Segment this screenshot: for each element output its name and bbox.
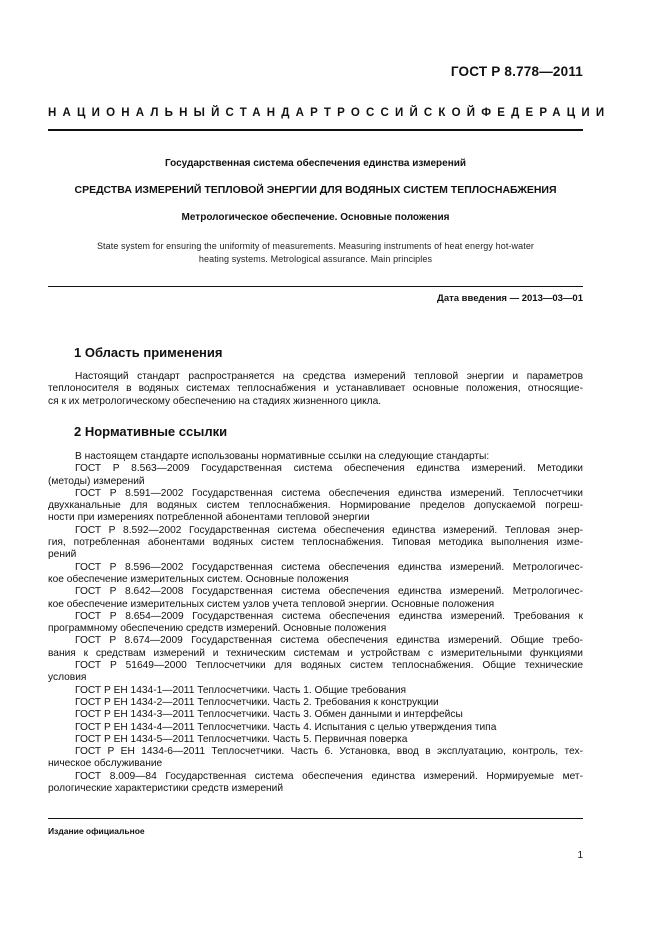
banner-word: НАЦИОНАЛЬНЫЙ bbox=[48, 107, 226, 119]
text-line: ГОСТ Р ЕН 1434-3—2011 Теплосчетчики. Часть 3. Обмен данными и интерфейсы bbox=[75, 709, 463, 721]
text-line: кое обеспечение измерительных систем. Основные положения bbox=[48, 573, 349, 585]
section-1-heading: 1 Область применения bbox=[74, 345, 223, 360]
text-line: ГОСТ Р ЕН 1434-4—2011 Теплосчетчики. Часть 4. Испытания с целью утверждения типа bbox=[75, 721, 497, 733]
text-line: условия bbox=[48, 672, 87, 684]
system-title: Государственная система обеспечения единства измерений bbox=[164, 158, 467, 169]
text-line: ся к их метрологическому обеспечению на стадиях жизненного цикла. bbox=[48, 395, 382, 407]
section-2-text bbox=[48, 451, 583, 795]
text-line: ГОСТ Р 8.596—2002 Государственная система обеспечения единства измерений. Метрологичес- bbox=[75, 561, 583, 573]
title-rule bbox=[48, 286, 583, 287]
text-line: ГОСТ Р 8.674—2009 Государственная система обеспечения единства измерений. Общие требо- bbox=[75, 635, 583, 647]
english-title-line: heating systems. Metrological assurance. Main principles bbox=[198, 254, 433, 264]
banner-word: РОССИЙСКОЙ bbox=[337, 107, 482, 119]
standard-code: ГОСТ Р 8.778—2011 bbox=[450, 64, 583, 79]
text-line: ГОСТ Р 8.591—2002 Государственная система обеспечения единства измерений. Теплосчетчики bbox=[75, 487, 583, 499]
text-line: ГОСТ Р 8.563—2009 Государственная система обеспечения единства измерений. Методики bbox=[75, 463, 583, 475]
text-line: ГОСТ Р 8.654—2009 Государственная система обеспечения единства измерений. Требования к bbox=[75, 610, 583, 622]
text-line: ГОСТ Р ЕН 1434-5—2011 Теплосчетчики. Часть 5. Первичная поверка bbox=[75, 733, 408, 745]
text-line: ГОСТ Р 8.592—2002 Государственная система обеспечения единства измерений. Тепловая энер- bbox=[75, 524, 583, 536]
official-edition-label: Издание официальное bbox=[48, 826, 145, 836]
text-line: рологические характеристики средств измерений bbox=[48, 783, 284, 795]
text-line: рений bbox=[48, 549, 77, 561]
text-line: ГОСТ Р 51649—2000 Теплосчетчики для водяных систем теплоснабжения. Общие технические bbox=[75, 660, 583, 672]
section-2-heading: 2 Нормативные ссылки bbox=[74, 424, 228, 439]
text-line: двухканальные для водяных систем теплоснабжения. Нормирование пределов допускаемой погреш- bbox=[48, 500, 583, 512]
text-line: В настоящем стандарте использованы нормативные ссылки на следующие стандарты: bbox=[75, 451, 490, 462]
text-line: ГОСТ Р ЕН 1434-2—2011 Теплосчетчики. Часть 2. Требования к конструкции bbox=[75, 696, 439, 708]
text-line: кое обеспечение измерительных систем узлов учета тепловой энергии. Основные положения bbox=[48, 598, 495, 610]
header-rule bbox=[48, 129, 583, 131]
text-line: ническое обслуживание bbox=[48, 758, 163, 770]
text-line: Настоящий стандарт распространяется на средства измерений тепловой энергии и параметров bbox=[75, 371, 583, 382]
text-line: ГОСТ Р ЕН 1434-6—2011 Теплосчетчики. Часть 6. Установка, ввод в эксплуатацию, контроль, тех- bbox=[75, 746, 583, 758]
introduction-date: Дата введения — 2013—03—01 bbox=[437, 293, 583, 304]
text-line: ГОСТ 8.009—84 Государственная система обеспечения единства измерений. Нормируемые мет- bbox=[75, 770, 583, 782]
text-line: ности при измерениях потребленной абонентами тепловой энергии bbox=[48, 512, 370, 524]
national-standard-banner bbox=[48, 107, 611, 119]
main-title: СРЕДСТВА ИЗМЕРЕНИЙ ТЕПЛОВОЙ ЭНЕРГИИ ДЛЯ ВОДЯНЫХ СИСТЕМ ТЕПЛОСНАБЖЕНИЯ bbox=[74, 184, 557, 196]
sub-title: Метрологическое обеспечение. Основные положения bbox=[181, 212, 450, 223]
text-line: вания к средствам измерений и техническим системам и устройствам с измерительными функциями bbox=[48, 647, 583, 659]
banner-word: СТАНДАРТ bbox=[225, 107, 338, 119]
banner-word: ФЕДЕРАЦИИ bbox=[481, 107, 611, 119]
text-line: (методы) измерений bbox=[48, 475, 145, 487]
text-line: программному обеспечению средств измерений. Основные положения bbox=[48, 623, 387, 635]
text-line: ГОСТ Р ЕН 1434-1—2011 Теплосчетчики. Часть 1. Общие требования bbox=[75, 684, 407, 696]
footer-rule bbox=[48, 818, 583, 819]
section-1-text bbox=[48, 371, 583, 408]
english-title-line: State system for ensuring the uniformity of measurements. Measuring instruments of heat energy hot-water bbox=[96, 241, 535, 251]
page-number: 1 bbox=[577, 850, 583, 861]
english-title bbox=[48, 240, 583, 266]
text-line: гия, потребленная абонентами водяных систем теплоснабжения. Типовая методика выполнения изме- bbox=[48, 537, 583, 549]
text-line: теплоносителя в водяных системах теплоснабжения и устанавливает основные положения, относящие- bbox=[48, 383, 583, 395]
text-line: ГОСТ Р 8.642—2008 Государственная система обеспечения единства измерений. Метрологичес- bbox=[75, 586, 583, 598]
